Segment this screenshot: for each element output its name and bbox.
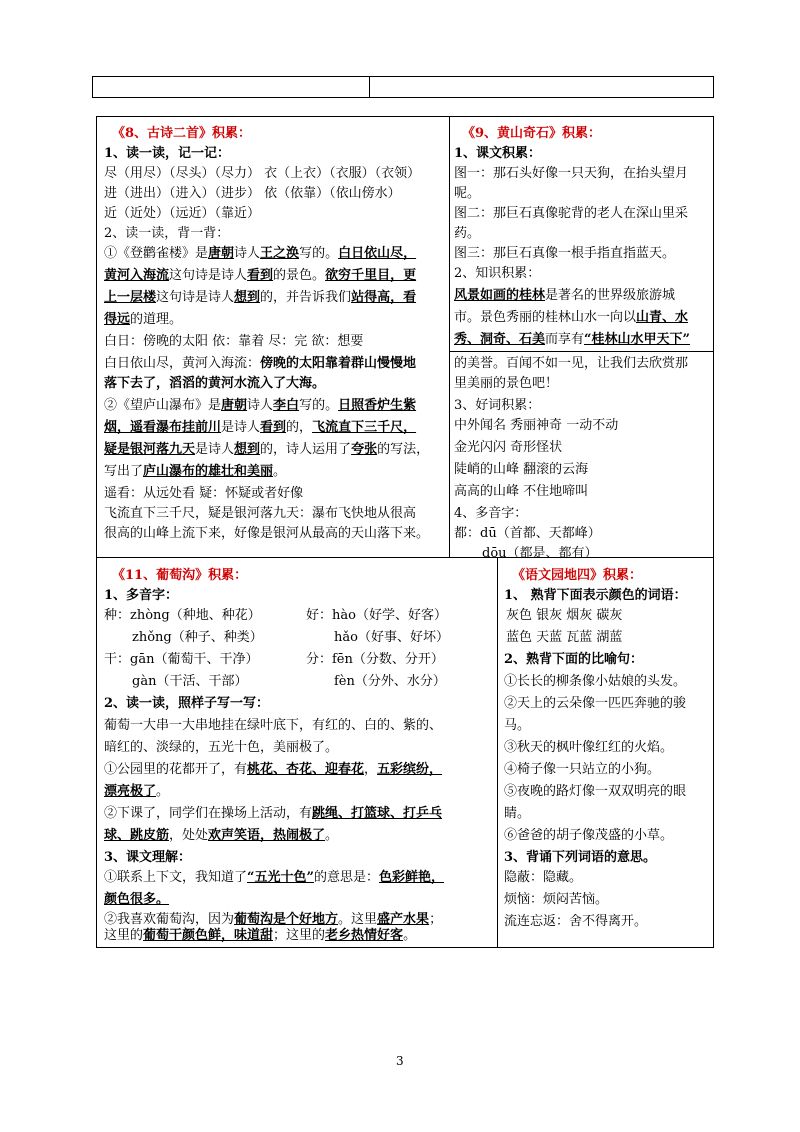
s11-para-line: ①联系上下文，我知道了“五光十色”的意思是：色彩鲜艳，: [104, 870, 445, 885]
s11-polyphone: 分：fēn（分数、分开）: [306, 652, 444, 667]
s8-para-line: 写出了庐山瀑布的雄壮和美丽。: [104, 464, 287, 479]
s8-para-line: 白日依山尽，黄河入海流：傍晚的太阳靠着群山慢慢地: [104, 356, 417, 371]
s8-line: 尽（用尽）（尽头）（尽力） 衣（上衣）（衣服）（衣领）: [104, 166, 421, 181]
s4-simile: ①长长的柳条像小姑娘的头发。: [504, 674, 687, 689]
s8-para-line: 得远的道理。: [104, 312, 183, 327]
s8-para-line: 黄河入海流这句诗是诗人看到的景色。欲穷千里目，更: [104, 268, 417, 283]
s4-meaning: 隐蔽：隐藏。: [504, 870, 583, 885]
s9-word-row: 中外闻名 秀丽神奇 一动不动: [454, 418, 619, 433]
s9-word-row: 陡峭的山峰 翻滚的云海: [454, 462, 589, 477]
s11-title: 《11、葡萄沟》积累：: [112, 568, 248, 583]
s8-heading-2: 2、读一读，背一背：: [104, 226, 230, 241]
s11-para-line: 葡萄一大串一大串地挂在绿叶底下，有红的、白的、紫的、: [104, 718, 443, 733]
s4-simile: ④椅子像一只站立的小狗。: [504, 762, 661, 777]
s8-para-line: 上一层楼这句诗是诗人想到的，并告诉我们站得高，看: [104, 290, 417, 305]
s9-word-row: 金光闪闪 奇形怪状: [454, 440, 563, 455]
s4-color-row: 灰色 银灰 烟灰 碳灰: [506, 608, 623, 623]
s9-knowledge-line: 里美丽的景色吧！: [454, 376, 559, 391]
s11-para-line: 这里的葡萄干颜色鲜，味道甜；这里的老乡热情好客。: [104, 928, 417, 943]
s9-line: 药。: [454, 226, 481, 241]
s9-line: 呢。: [454, 186, 481, 201]
s11-para-line: 暗红的、淡绿的，五光十色，美丽极了。: [104, 740, 339, 755]
s9-heading-3: 3、好词积累：: [454, 398, 541, 413]
s4-simile: 睛。: [504, 806, 531, 821]
s4-heading-3: 3、背诵下列词语的意思。: [504, 850, 657, 865]
s9-knowledge-line: 的美誉。百闻不如一见，让我们去欣赏那: [454, 356, 689, 371]
s8-line: 进（进出）（进入）（进步） 依（依靠）（依山傍水）: [104, 186, 401, 201]
s9-line: 图二：那巨石真像驼背的老人在深山里采: [454, 206, 689, 221]
s9-knowledge-line: 风景如画的桂林是著名的世界级旅游城: [454, 288, 676, 303]
s11-para-line: 颜色很多。: [104, 892, 170, 907]
s4-heading-2: 2、熟背下面的比喻句：: [504, 652, 644, 667]
s11-para-line: ①公园里的花都开了，有桃花、杏花、迎春花，五彩缤纷，: [104, 762, 443, 777]
s8-para-line: 落下去了，滔滔的黄河水流入了大海。: [104, 376, 326, 391]
s8-para-line: ②《望庐山瀑布》是唐朝诗人李白写的。日照香炉生紫: [104, 398, 417, 413]
s4-meaning: 流连忘返：舍不得离开。: [504, 914, 648, 929]
s9-inner-divider: [449, 351, 713, 352]
s8-line: 近（近处）（远近）（靠近）: [104, 206, 261, 221]
s9-polyphone: dōu（都是、都有）: [482, 546, 598, 561]
s11-polyphone: hǎo（好事、好坏）: [334, 630, 449, 645]
s11-para-line: ②下课了，同学们在操场上活动，有跳绳、打篮球、打乒乓: [104, 806, 443, 821]
s11-para-line: ②我喜欢葡萄沟，因为葡萄沟是个好地方。这里盛产水果；: [104, 912, 443, 927]
s8-para-line: 疑是银河落九天是诗人想到的，诗人运用了夸张的写法，: [104, 442, 430, 457]
top-table: [92, 76, 714, 98]
s9-word-row: 高高的山峰 不住地啼叫: [454, 484, 589, 499]
s8-para-line: 烟，遥看瀑布挂前川是诗人看到的，飞流直下三千尺，: [104, 420, 417, 435]
s4-simile: ②天上的云朵像一匹匹奔驰的骏: [504, 696, 687, 711]
s11-heading-1: 1、多音字：: [104, 588, 179, 603]
s8-gloss: 白日：傍晚的太阳 依：靠着 尽：完 欲：想要: [104, 334, 364, 349]
lower-divider: [497, 557, 498, 947]
s4-simile: ⑤夜晚的路灯像一双双明亮的眼: [504, 784, 687, 799]
s11-polyphone: 种：zhòng（种地、种花）: [104, 608, 261, 623]
s9-knowledge-line: 市。景色秀丽的桂林山水一向以山青、水: [454, 310, 689, 325]
s11-heading-3: 3、课文理解：: [104, 850, 192, 865]
s9-title: 《9、黄山奇石》积累：: [462, 126, 602, 141]
s9-knowledge-line: 秀、洞奇、石美而享有“桂林山水甲天下”: [454, 332, 690, 347]
s11-polyphone: 干：gān（葡萄干、干净）: [104, 652, 259, 667]
s11-polyphone: fèn（分外、水分）: [334, 674, 446, 689]
top-table-divider: [369, 77, 370, 97]
s11-para-line: 球、跳皮筋，处处欢声笑语，热闹极了。: [104, 828, 339, 843]
s11-polyphone: 好：hào（好学、好客）: [306, 608, 447, 623]
s8-para-line: 很高的山峰上流下来，好像是银河从最高的天山落下来。: [104, 526, 430, 541]
upper-divider: [449, 117, 450, 557]
s8-para-line: 飞流直下三千尺，疑是银河落九天：瀑布飞快地从很高: [104, 506, 417, 521]
s4-simile: ⑥爸爸的胡子像茂盛的小草。: [504, 828, 674, 843]
s8-para-line: ①《登鹳雀楼》是唐朝诗人王之涣写的。白日依山尽，: [104, 246, 417, 261]
s4-meaning: 烦恼：烦闷苦恼。: [504, 892, 609, 907]
s4-color-row: 蓝色 天蓝 瓦蓝 湖蓝: [506, 630, 623, 645]
s9-line: 图一：那石头好像一只天狗，在抬头望月: [454, 166, 689, 181]
s9-polyphone: 都：dū（首都、天都峰）: [454, 526, 601, 541]
page-number: 3: [396, 1054, 404, 1068]
s9-heading-2: 2、知识积累：: [454, 266, 541, 281]
s4-simile: 马。: [504, 718, 531, 733]
s8-title: 《8、古诗二首》积累：: [112, 126, 252, 141]
s8-gloss: 遥看：从远处看 疑：怀疑或者好像: [104, 486, 304, 501]
s9-heading-1: 1、课文积累：: [454, 146, 542, 161]
s4-title: 《语文园地四》积累：: [512, 568, 643, 583]
s8-heading-1: 1、读一读，记一记：: [104, 146, 231, 161]
s4-simile: ③秋天的枫叶像红红的火焰。: [504, 740, 674, 755]
s11-para-line: 漂亮极了。: [104, 784, 170, 799]
s11-polyphone: gàn（干活、干部）: [132, 674, 248, 689]
s4-heading-1: 1、 熟背下面表示颜色的词语：: [504, 588, 687, 603]
s9-line: 图三：那巨石真像一根手指直指蓝天。: [454, 246, 676, 261]
s9-heading-4: 4、多音字：: [454, 506, 528, 521]
s11-polyphone: zhǒng（种子、种类）: [132, 630, 263, 645]
s11-heading-2: 2、读一读，照样子写一写：: [104, 696, 270, 711]
row-divider: [97, 557, 713, 558]
